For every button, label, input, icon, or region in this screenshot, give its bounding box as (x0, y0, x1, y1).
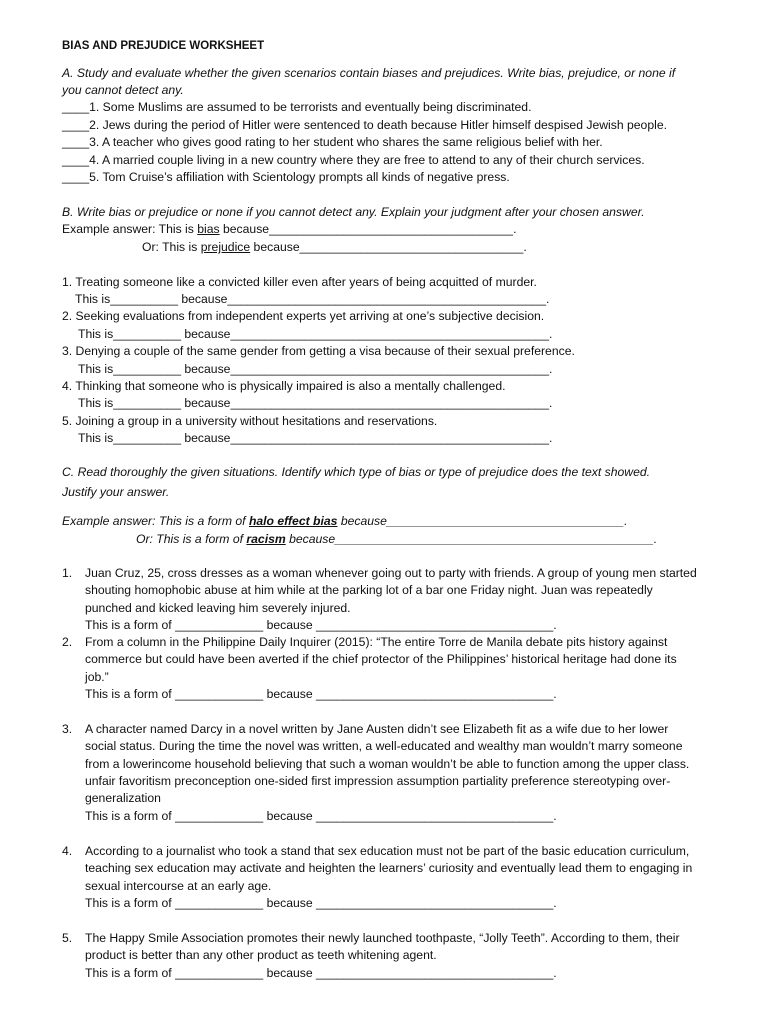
section-b-question: 1. Treating someone like a convicted killer even after years of being acquitted of murder. (62, 275, 537, 289)
section-c-item-number: 1. (62, 566, 73, 580)
section-b-question: 4. Thinking that someone who is physically impaired is also a mentally challenged. (62, 379, 506, 393)
section-a-item: ____4. A married couple living in a new country where they are free to attend to any of their church services. (62, 153, 645, 167)
section-b-question: 5. Joining a group in a university without hesitations and reservations. (62, 414, 438, 428)
section-c-example-halo: Example answer: This is a form of halo effect bias because___________________________________. (62, 514, 628, 528)
section-b-question: 3. Denying a couple of the same gender from getting a visa because of their sexual preference. (62, 344, 575, 358)
section-c-item-number: 5. (62, 931, 73, 945)
section-c-instructions: C. Read thoroughly the given situations. Identify which type of bias or type of prejudice does the text showed. (62, 465, 651, 479)
section-b-question: 2. Seeking evaluations from independent experts yet arriving at one’s subjective decision. (62, 309, 545, 323)
section-a-item: ____1. Some Muslims are assumed to be terrorists and eventually being discriminated. (62, 100, 532, 114)
section-b-answer-line: This is__________ because_______________________________________________. (75, 292, 550, 306)
section-a-item: ____3. A teacher who gives good rating to her student who shares the same religious belief with her. (62, 135, 603, 149)
section-a-instructions: A. Study and evaluate whether the given scenarios contain biases and prejudices. Write bias, prejudice, or none if (62, 66, 676, 80)
section-b-answer-line: This is__________ because_______________________________________________. (78, 431, 553, 445)
section-b-example-bias: Example answer: This is bias because____________________________________. (62, 222, 517, 236)
section-a-item: ____5. Tom Cruise’s affiliation with Scientology prompts all kinds of negative press. (62, 170, 510, 184)
section-c-answer-line: This is a form of _____________ because ___________________________________. (85, 687, 557, 701)
section-b-example-prejudice: Or: This is prejudice because_________________________________. (142, 240, 527, 254)
section-b-answer-line: This is__________ because_______________________________________________. (78, 396, 553, 410)
section-c-answer-line: This is a form of _____________ because ___________________________________. (85, 809, 557, 823)
section-c-situation: From a column in the Philippine Daily Inquirer (2015): “The entire Torre de Manila debate pits history against commerce but could have been averted if the chief protector of the Philippines’ historical heritage had done its job.” (85, 635, 677, 684)
section-c-situation: A character named Darcy in a novel written by Jane Austen didn’t see Elizabeth fit as a wife due to her lower social status. During the time the novel was written, a well-educated and wealthy man wouldn’t marry someone from a lowerincome household believing that such a woman wouldn’t be able to function among the upper class. unfair favoritism preconception one-sided first impression assumption partiality preference stereotyping over-generalization (85, 722, 690, 806)
section-c-example-racism: Or: This is a form of racism because_______________________________________________. (136, 532, 658, 546)
section-b-answer-line: This is__________ because_______________________________________________. (78, 362, 553, 376)
section-c-instructions-cont: Justify your answer. (62, 485, 170, 499)
section-c-answer-line: This is a form of _____________ because ___________________________________. (85, 966, 557, 980)
section-c-answer-line: This is a form of _____________ because ___________________________________. (85, 618, 557, 632)
page-title: BIAS AND PREJUDICE WORKSHEET (62, 40, 265, 52)
section-a-item: ____2. Jews during the period of Hitler were sentenced to death because Hitler himself despised Jewish people. (62, 118, 667, 132)
section-b-instructions: B. Write bias or prejudice or none if you cannot detect any. Explain your judgment after your chosen answer. (62, 205, 645, 219)
section-c-item-number: 2. (62, 635, 73, 649)
section-c-item-number: 3. (62, 722, 73, 736)
section-c-item-number: 4. (62, 844, 73, 858)
section-c-situation: The Happy Smile Association promotes their newly launched toothpaste, “Jolly Teeth”. According to them, their product is better than any other product as teeth whitening agent. (85, 931, 680, 963)
section-c-situation: Juan Cruz, 25, cross dresses as a woman whenever going out to party with friends. A group of young men started shouting homophobic abuse at him while at the parking lot of a bar one Friday night. Juan was repeatedly punched and kicked leaving him severely injured. (85, 566, 697, 615)
section-c-situation: According to a journalist who took a stand that sex education must not be part of the basic education curriculum, teaching sex education may activate and heighten the learners’ curiosity and eventually lead them to engaging in sexual intercourse at an early age. (85, 844, 693, 893)
section-b-answer-line: This is__________ because_______________________________________________. (78, 327, 553, 341)
section-a-instructions-cont: you cannot detect any. (62, 83, 184, 97)
section-c-answer-line: This is a form of _____________ because ___________________________________. (85, 896, 557, 910)
